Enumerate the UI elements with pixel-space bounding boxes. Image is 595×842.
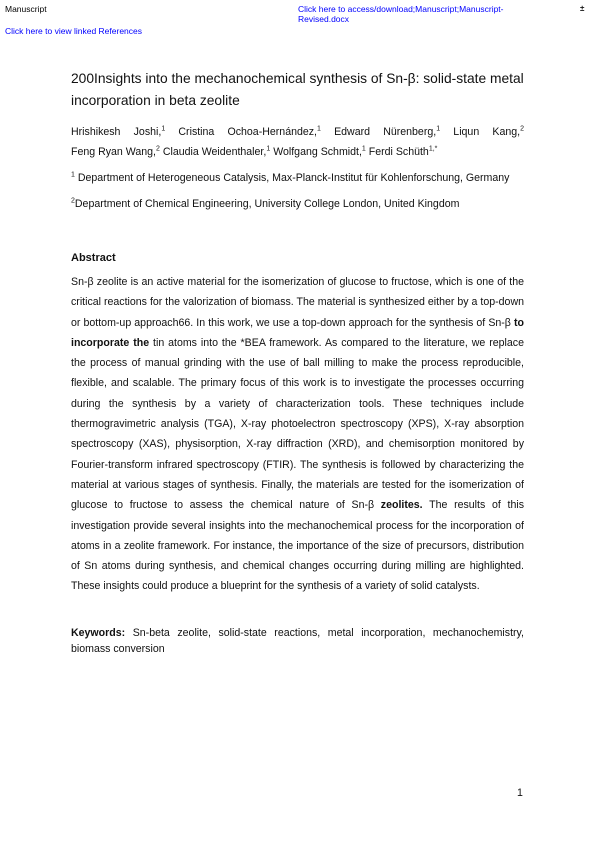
author-name: Claudia Weidenthaler, [162, 146, 267, 158]
abstract-bold-1: to incorporate the [71, 316, 524, 349]
abstract-bold-2: zeolites. [380, 499, 423, 512]
abstract-text-3: The results of this investigation provide several insights into the mechanochemical process for the incorporation of atoms in a zeolite framework. For instance, the importance of the size of precursors, distribution of Sn atoms during synthesis, and chemical changes occurring during milling are highlighted. These insights could produce a blueprint for the synthesis of a variety of solid catalysts. [71, 499, 524, 593]
keywords-text: Sn-beta zeolite, solid-state reactions, metal incorporation, mechanochemistry, biomass conversion [71, 626, 524, 655]
author [273, 146, 366, 158]
author [369, 146, 438, 158]
affiliation-sup: 2 [71, 197, 75, 205]
author-name: Wolfgang Schmidt, [273, 146, 362, 158]
affiliation-sup: 1 [71, 171, 75, 179]
paper-title [71, 68, 524, 112]
author-affil-sup: 1 [436, 125, 441, 133]
keywords [71, 625, 524, 657]
author-name: Hrishikesh Joshi, [71, 126, 162, 138]
author [334, 126, 440, 138]
author [163, 146, 270, 158]
affiliation-1 [71, 168, 524, 188]
abstract-text-1: Sn-β zeolite is an active material for the isomerization of glucose to fructose, which is one of the critical reactions for the valorization of biomass. The material is synthesized either by a top-down or bottom-up approach66. In this work, we use a top-down approach for the synthesis of Sn-β [71, 276, 524, 329]
author-affil-sup: 1 [361, 145, 366, 153]
affiliation-2 [71, 194, 524, 214]
view-linked-references-link[interactable]: Click here to view linked References [5, 26, 143, 36]
author-affil-sup: 2 [156, 145, 160, 153]
affiliation-text: Department of Heterogeneous Catalysis, Max-Planck-Institut für Kohlenforschung, Germany [77, 172, 510, 184]
paper-content [71, 68, 524, 657]
corner-mark: ± [580, 4, 585, 13]
page-number: 1 [517, 787, 523, 799]
author-name: Feng Ryan Wang, [71, 146, 156, 158]
download-manuscript-link[interactable]: Click here to access/download;Manuscript;Manuscript-Revised.docx [298, 4, 504, 24]
author-name: Cristina Ochoa-Hernández, [178, 126, 317, 138]
title-prefix: 200Insights into the mechanochemical synthesis of Sn-β: [71, 71, 424, 86]
author-name: Edward Nürenberg, [334, 126, 437, 138]
title-rest: solid-state metal incorporation in beta zeolite [71, 71, 524, 108]
abstract-heading: Abstract [71, 252, 116, 264]
author-list [71, 122, 524, 162]
author [71, 126, 165, 138]
keywords-label: Keywords: [71, 626, 126, 639]
abstract-text-2: tin atoms into the *BEA framework. As compared to the literature, we replace the process of manual grinding with the use of ball milling to make the process reproducible, flexible, and scalable. The primary focus of this work is to investigate the processes occurring during the synthesis by a variety of characterization tools. These techniques include thermogravimetric analysis (TGA), X-ray photoelectron spectroscopy (XPS), X-ray absorption spectroscopy (XAS), physisorption, X-ray diffraction (XRD), and chemisorption monitored by Fourier-transform infrared spectroscopy (FTIR). The synthesis is followed by characterizing the material at various stages of synthesis. Finally, the materials are tested for the isomerization of glucose to fructose to assess the chemical nature of Sn-β [71, 336, 524, 512]
author-affil-sup: 2 [520, 125, 524, 133]
author-affil-sup: 1 [161, 125, 166, 133]
author [453, 126, 524, 138]
author-affil-sup: 1,* [428, 145, 438, 153]
manuscript-label: Manuscript [5, 4, 47, 14]
abstract-body [71, 272, 524, 597]
affiliation-text: Department of Chemical Engineering, University College London, United Kingdom [74, 198, 460, 210]
author-name: Ferdi Schüth [368, 146, 429, 158]
author [71, 146, 160, 158]
author-affil-sup: 1 [266, 145, 271, 153]
author-name: Liqun Kang, [453, 126, 521, 138]
author-affil-sup: 1 [317, 125, 321, 133]
author [178, 126, 321, 138]
